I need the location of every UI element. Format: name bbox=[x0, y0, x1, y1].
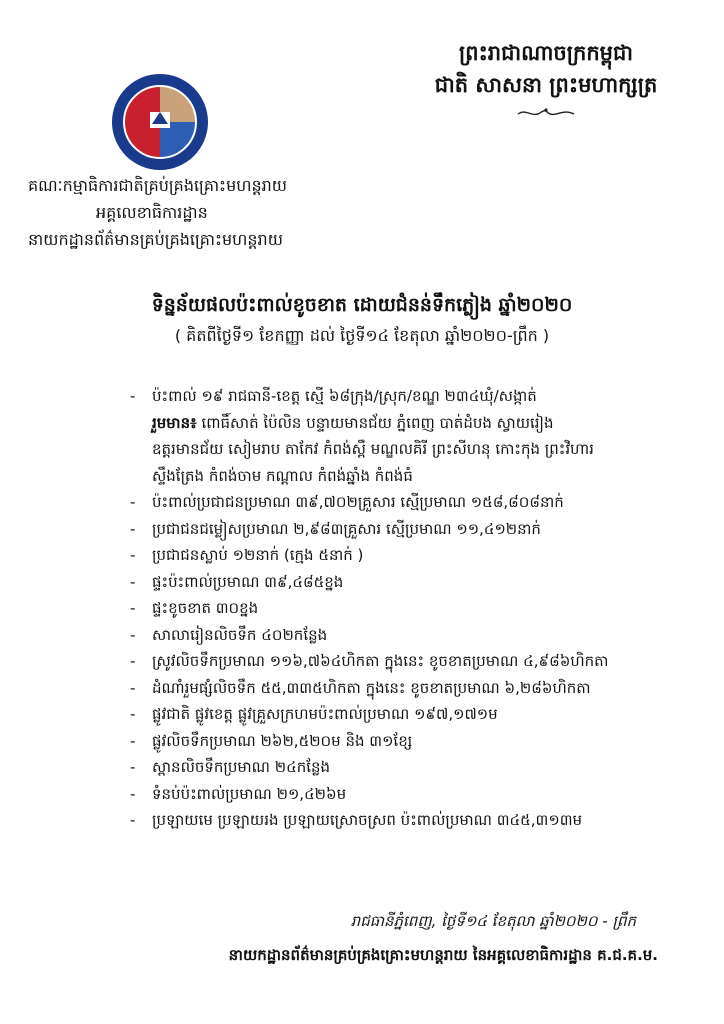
list-item-text: ស្ទឹងត្រែង កំពង់ចាម កណ្ដាល កំពង់ឆ្នាំង កំពង់ធំ bbox=[152, 466, 413, 485]
list-item bbox=[130, 569, 670, 596]
list-dash: - bbox=[130, 493, 136, 511]
list-item-text: ប្រជាជនជម្លៀសប្រមាណ ២,៩៨៣គ្រួសារ ស្មើប្រមាណ ១១,៤១២នាក់ bbox=[152, 519, 541, 538]
list-dash: - bbox=[130, 811, 136, 829]
list-item bbox=[130, 595, 670, 622]
list-item bbox=[130, 728, 670, 755]
list-dash: - bbox=[130, 519, 136, 538]
list-item-text: ប្រឡាយមេ ប្រឡាយរង ប្រឡាយស្រោចស្រព ប៉ះពាល់ប្រមាណ ៣៤៥,៣១៣ម bbox=[152, 811, 583, 829]
ncdm-logo bbox=[110, 72, 210, 172]
report-period: ( គិតពីថ្ងៃទី១ ខែកញ្ញា ដល់ ថ្ងៃទី១៤ ខែតុលា ឆ្នាំ២០២០-ព្រឹក ) bbox=[174, 326, 550, 345]
issuing-organization bbox=[28, 172, 348, 253]
list-item bbox=[130, 648, 670, 675]
list-item-text: ផ្លូវជាតិ ផ្លូវខេត្ត ផ្លូវគ្រួសក្រហមប៉ះពាល់ប្រមាណ ១៩៧,១៧១ម bbox=[152, 705, 498, 723]
report-title: ទិន្នន័យផលប៉ះពាល់ខូចខាត ដោយជំនន់ទឹកភ្លៀង ឆ្នាំ២០២០ bbox=[151, 294, 573, 316]
list-item-text: ផ្ទះខូចខាត ៣០ខ្នង bbox=[152, 599, 259, 617]
impact-list bbox=[130, 383, 670, 834]
list-item-text: ប៉ះពាល់ប្រជាជនប្រមាណ ៣៩,៧០២គ្រួសារ ស្មើប្រមាណ ១៥៨,៨០៨នាក់ bbox=[152, 493, 564, 511]
issue-date: រាជធានីភ្នំពេញ, ថ្ងៃទី១៤ ខែតុលា ឆ្នាំ២០២០ - ព្រឹក bbox=[350, 912, 636, 930]
org-secretariat: អគ្គលេខាធិការដ្ឋាន bbox=[96, 203, 208, 222]
list-dash: - bbox=[130, 572, 136, 591]
list-item-text: ប្រជាជនស្លាប់ ១២នាក់ (ក្មេង ៥នាក់ ) bbox=[152, 546, 364, 564]
list-dash: - bbox=[130, 599, 136, 617]
list-dash: - bbox=[130, 546, 136, 564]
kingdom-name: ព្រះរាជាណាចក្រកម្ពុជា bbox=[458, 41, 633, 65]
list-item bbox=[130, 781, 670, 808]
list-dash: - bbox=[130, 758, 136, 776]
list-item bbox=[130, 675, 670, 702]
list-dash: - bbox=[130, 731, 136, 750]
list-item bbox=[130, 542, 670, 569]
list-item-text bbox=[152, 410, 670, 437]
ornament-divider-icon bbox=[516, 104, 576, 122]
list-item bbox=[130, 516, 670, 543]
list-dash: - bbox=[130, 387, 136, 405]
list-item-text: ដំណាំរួមផ្សំលិចទឹក ៥៥,៣៣៥ហិកតា ក្នុងនេះ ខូចខាតប្រមាណ ៦,២៨៦ហិកតា bbox=[152, 678, 591, 697]
list-item-text: ប៉ះពាល់ ១៩ រាជធានី-ខេត្ត ស្មើ ៦៨ក្រុង/ស្រុក/ខណ្ឌ ២៣៤ឃុំ/សង្កាត់ bbox=[152, 387, 537, 405]
list-dash: - bbox=[130, 678, 136, 697]
list-dash: - bbox=[130, 705, 136, 723]
list-item-text: ផ្ទះប៉ះពាល់ប្រមាណ ៣៩,៤៨៥ខ្នង bbox=[152, 572, 344, 591]
list-item bbox=[130, 383, 670, 489]
list-item-text: សាលារៀនលិចទឹក ៤០២កន្លែង bbox=[152, 625, 328, 644]
list-item-text: ពោធិ៍សាត់ ប៉ៃលិន បន្ទាយមានជ័យ ភ្នំពេញ បាត់ដំបង ស្វាយរៀង bbox=[196, 413, 554, 432]
org-committee: គណៈកម្មាធិការជាតិគ្រប់គ្រងគ្រោះមហន្តរាយ bbox=[28, 176, 288, 195]
org-department: នាយកដ្ឋានព័ត៌មានគ្រប់គ្រងគ្រោះមហន្តរាយ bbox=[28, 230, 283, 249]
list-item-text: ទំនប់ប៉ះពាល់ប្រមាណ ២១,៤២៦ម bbox=[152, 784, 347, 803]
list-dash: - bbox=[130, 784, 136, 803]
list-item-text: ឧត្តរមានជ័យ សៀមរាប តាកែវ កំពង់ស្ពឺ មណ្ឌលគិរី ព្រះសីហនុ កោះកុង ព្រះវិហារ bbox=[152, 440, 594, 458]
list-item-bold-label: រួមមាន៖ bbox=[152, 413, 197, 432]
issuing-signature-line: នាយកដ្ឋានព័ត៌មានគ្រប់គ្រងគ្រោះមហន្តរាយ នៃអគ្គលេខាធិការដ្ឋាន គ.ជ.គ.ម. bbox=[228, 946, 658, 964]
list-item bbox=[130, 489, 670, 516]
list-item-text: ផ្លូវលិចទឹកប្រមាណ ២៦២,៥២០ម និង ៣១ខ្សែ bbox=[152, 731, 413, 750]
list-item bbox=[130, 754, 670, 781]
list-item bbox=[130, 807, 670, 834]
list-dash: - bbox=[130, 652, 136, 670]
list-item-text: ស្ពានលិចទឹកប្រមាណ ២៤កន្លែង bbox=[152, 758, 331, 776]
national-motto: ជាតិ សាសនា ព្រះមហាក្សត្រ bbox=[434, 73, 658, 97]
list-item bbox=[130, 701, 670, 728]
list-dash: - bbox=[130, 625, 136, 644]
kingdom-heading bbox=[406, 38, 686, 122]
list-item-text: ស្រូវលិចទឹកប្រមាណ ១១៦,៧៦៤ហិកតា ក្នុងនេះ ខូចខាតប្រមាណ ៤,៩៨៦ហិកតា bbox=[152, 652, 609, 670]
list-item bbox=[130, 622, 670, 649]
